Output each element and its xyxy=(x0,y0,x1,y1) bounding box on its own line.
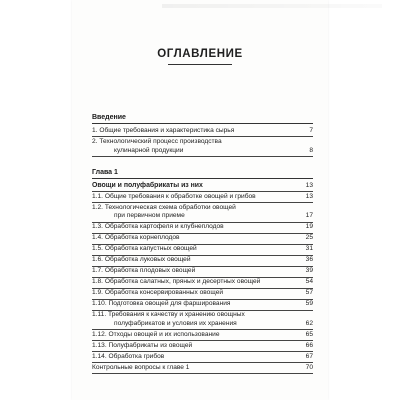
toc-entry[interactable] xyxy=(92,234,313,244)
toc-page-number: 70 xyxy=(305,363,313,371)
chapter-heading: Глава 1 xyxy=(92,168,118,176)
toc-entry-label: 1.7. Обработка плодовых овощей xyxy=(92,267,196,275)
book-page xyxy=(72,0,328,400)
toc-page-number: 36 xyxy=(305,256,313,264)
toc-entry[interactable] xyxy=(92,363,313,373)
toc-page-number: 65 xyxy=(305,330,313,338)
toc-page-number: 13 xyxy=(305,182,313,190)
toc-entry[interactable] xyxy=(92,341,313,351)
toc-page-number: 13 xyxy=(305,193,313,201)
toc-entry[interactable] xyxy=(92,245,313,255)
toc-entry[interactable] xyxy=(92,330,313,340)
toc-entry-label: 1.2. Технологическая схема обработки овощей при первичном приеме xyxy=(92,204,301,221)
bleed-through-text xyxy=(162,4,382,8)
toc-entry-label-continued: кулинарной продукции xyxy=(114,146,184,154)
toc-page-number: 19 xyxy=(305,223,313,231)
toc-entry-label: 1.1. Общие требования к обработке овощей и грибов xyxy=(92,193,256,201)
toc-entry-label: 1. Общие требования и характеристика сырья xyxy=(92,127,235,135)
intro-heading: Введение xyxy=(92,114,126,121)
toc-entry[interactable] xyxy=(92,278,313,288)
toc-entry[interactable] xyxy=(92,300,313,310)
toc-entry[interactable] xyxy=(92,256,313,266)
toc-page-number: 17 xyxy=(305,212,313,220)
toc-entry-label: Контрольные вопросы к главе 1 xyxy=(92,363,190,371)
toc-entry-label: 1.12. Отходы овощей и их использование xyxy=(92,330,220,338)
toc-entry-label: 2. Технологический процесс производства кулинарной продукции xyxy=(92,138,301,155)
section-rule xyxy=(92,178,313,179)
chapter-list xyxy=(92,181,313,374)
toc-entry-label: 1.3. Обработка картофеля и клубнеплодов xyxy=(92,223,224,231)
toc-entry[interactable] xyxy=(92,137,313,155)
title-underline xyxy=(168,64,232,65)
toc-entry[interactable] xyxy=(92,192,313,202)
toc-entry-label: 1.8. Обработка салатных, пряных и десертных овощей xyxy=(92,278,261,286)
toc-page-number: 39 xyxy=(305,267,313,275)
toc-page-number: 66 xyxy=(305,341,313,349)
toc-entry[interactable] xyxy=(92,223,313,233)
toc-entry-label: 1.13. Полуфабрикаты из овощей xyxy=(92,341,193,349)
toc-page-number: 8 xyxy=(309,146,313,154)
toc-page-number: 25 xyxy=(305,234,313,242)
table-of-contents xyxy=(92,114,313,374)
section-rule xyxy=(92,123,313,124)
toc-entry[interactable] xyxy=(92,203,313,221)
toc-page-number: 62 xyxy=(305,319,313,327)
toc-page-number: 57 xyxy=(305,289,313,297)
toc-page-number: 67 xyxy=(305,352,313,360)
toc-page-number: 59 xyxy=(305,300,313,308)
page-title: ОГЛАВЛЕНИЕ xyxy=(157,48,243,60)
toc-entry[interactable] xyxy=(92,311,313,329)
toc-entry-label-continued: при первичном приеме xyxy=(114,212,185,220)
toc-page-number: 31 xyxy=(305,245,313,253)
toc-entry[interactable] xyxy=(92,289,313,299)
toc-page-number: 54 xyxy=(305,278,313,286)
toc-entry[interactable] xyxy=(92,267,313,277)
toc-entry-label: 1.10. Подготовка овощей для фарширования xyxy=(92,300,231,308)
toc-entry[interactable] xyxy=(92,181,313,191)
toc-page-number: 7 xyxy=(309,127,313,135)
toc-entry-label: 1.11. Требования к качеству и хранению овощных полуфабрикатов и условия их хранения xyxy=(92,311,301,328)
toc-entry-label: Овощи и полуфабрикаты из них xyxy=(92,182,203,190)
toc-entry[interactable] xyxy=(92,126,313,136)
toc-entry-label: 1.6. Обработка луковых овощей xyxy=(92,256,191,264)
toc-entry-label: 1.5. Обработка капустных овощей xyxy=(92,245,197,253)
toc-entry-label: 1.4. Обработка корнеплодов xyxy=(92,234,180,242)
intro-list xyxy=(92,126,313,156)
entry-divider xyxy=(92,373,313,374)
toc-entry-label: 1.14. Обработка грибов xyxy=(92,352,165,360)
toc-entry-label-continued: полуфабрикатов и условия их хранения xyxy=(114,319,237,327)
toc-entry-label: 1.9. Обработка консервированных овощей xyxy=(92,289,224,297)
toc-entry[interactable] xyxy=(92,352,313,362)
